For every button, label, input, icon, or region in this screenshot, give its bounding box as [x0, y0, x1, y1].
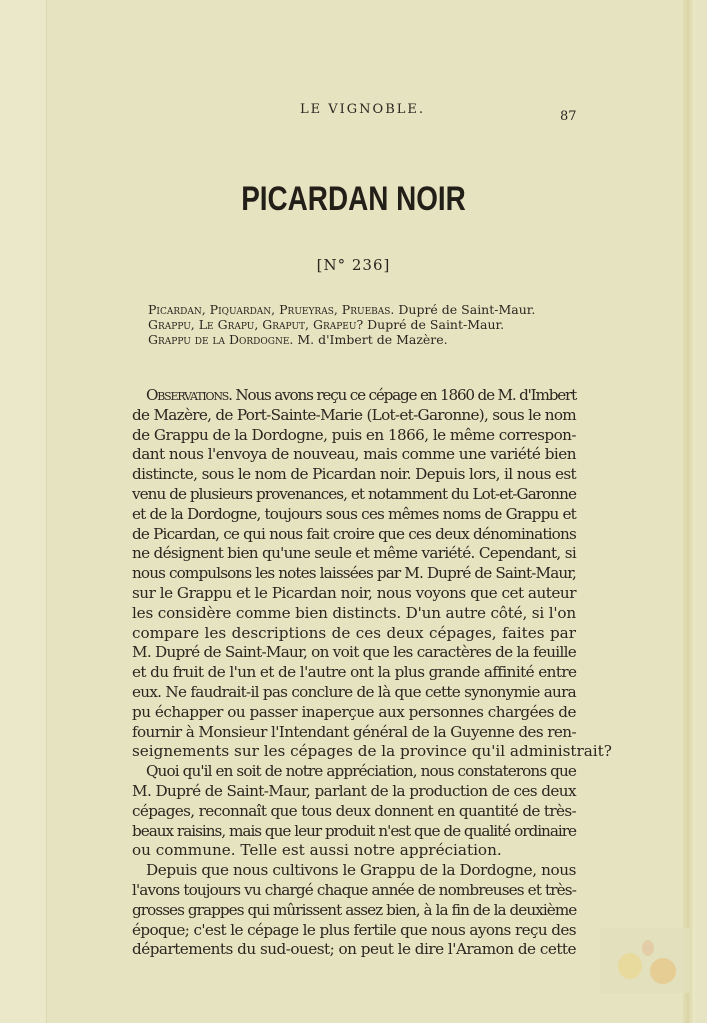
text-line: beaux raisins, mais que leur produit n'est que de qualité ordinaire: [132, 821, 576, 840]
synonym-line: Grappu, Le Grapu, Graput, Grapeu? Dupré de Saint-Maur.: [148, 317, 505, 332]
text-line: de Mazère, de Port-Sainte-Marie (Lot-et-Garonne), sous le nom: [132, 405, 576, 424]
text-line: Observations. Nous avons reçu ce cépage en 1860 de M. d'Imbert: [146, 386, 577, 404]
text-line: sur le Grappu et le Picardan noir, nous voyons que cet auteur: [132, 583, 576, 602]
text-line: de Grappu de la Dordogne, puis en 1866, le même correspon-: [132, 425, 576, 444]
page-title: PICARDAN NOIR: [241, 180, 466, 218]
facing-page-edge: [0, 0, 47, 1023]
text-line: M. Dupré de Saint-Maur, parlant de la production de ces deux: [132, 781, 576, 800]
text-line: et du fruit de l'un et de l'autre ont la plus grande affinité entre: [132, 663, 577, 682]
text-line: de Picardan, ce qui nous fait croire que ces deux dénominations: [132, 524, 576, 543]
text-line: distincte, sous le nom de Picardan noir. Depuis lors, il nous est: [132, 465, 576, 484]
page-edge: [683, 0, 695, 1023]
page-number: 87: [560, 109, 577, 124]
text-line: ne désignent bien qu'une seule et même variété. Cependant, si: [132, 544, 576, 563]
text-line: Depuis que nous cultivons le Grappu de la Dordogne, nous: [146, 861, 576, 880]
text-line: les considère comme bien distincts. D'un autre côté, si l'on: [132, 603, 576, 622]
text-line: pu échapper ou passer inaperçue aux personnes chargées de: [132, 702, 576, 721]
text-line: époque; c'est le cépage le plus fertile que nous ayons reçu des: [132, 920, 576, 939]
text-line: eux. Ne faudrait-il pas conclure de là que cette synonymie aura: [132, 682, 576, 701]
text-line: nous compulsons les notes laissées par M. Dupré de Saint-Maur,: [132, 564, 576, 583]
text-line: grosses grappes qui mûrissent assez bien, à la fin de la deuxième: [132, 900, 577, 919]
text-line: l'avons toujours vu chargé chaque année de nombreuses et très-: [132, 880, 576, 899]
watermark-fruit-icon: [600, 928, 690, 993]
text-line: et de la Dordogne, toujours sous ces mêmes noms de Grappu et: [132, 504, 576, 523]
text-line: compare les descriptions de ces deux cépages, faites par: [132, 623, 576, 642]
text-line: dant nous l'envoya de nouveau, mais comme une variété bien: [132, 445, 576, 464]
text-line: venu de plusieurs provenances, et notamment du Lot-et-Garonne: [132, 484, 577, 503]
text-line: fournir à Monsieur l'Intendant général de la Guyenne des ren-: [132, 722, 576, 741]
variety-number: [N° 236]: [316, 256, 391, 274]
body-text: [132, 386, 612, 960]
text-line: Quoi qu'il en soit de notre appréciation, nous constaterons que: [146, 762, 576, 781]
text-line: départements du sud-ouest; on peut le dire l'Aramon de cette: [132, 940, 576, 959]
text-line: cépages, reconnaît que tous deux donnent en quantité de très-: [132, 801, 576, 820]
observations-lead: Observations.: [146, 386, 232, 404]
synonym-line: Picardan, Piquardan, Prueyras, Pruebas. Dupré de Saint-Maur.: [148, 302, 536, 317]
text-line: M. Dupré de Saint-Maur, on voit que les caractères de la feuille: [132, 643, 576, 662]
synonyms-list: [148, 302, 578, 347]
synonym-line: Grappu de la Dordogne. M. d'Imbert de Mazère.: [148, 332, 448, 347]
text-line: seignements sur les cépages de la province qu'il administrait?: [132, 742, 612, 761]
running-title: LE VIGNOBLE.: [300, 102, 426, 117]
text-line: ou commune. Telle est aussi notre appréciation.: [132, 841, 502, 860]
